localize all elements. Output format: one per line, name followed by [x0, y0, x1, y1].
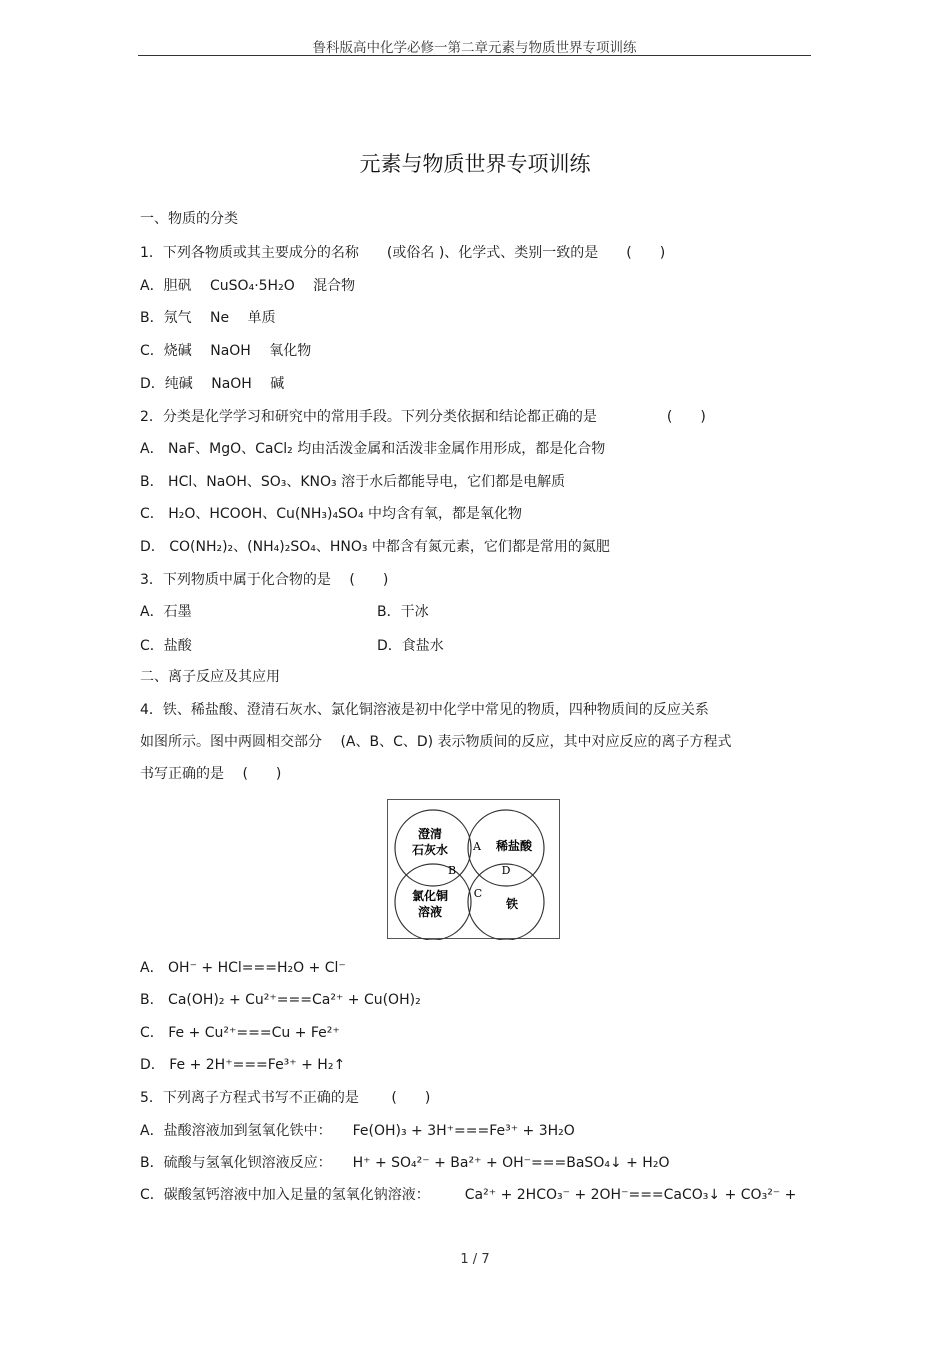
option-a: A．盐酸溶液加到氢氧化铁中： Fe(OH)₃ + 3H⁺===Fe³⁺ + 3H₂O — [140, 1123, 575, 1139]
region-label: D — [501, 864, 511, 877]
option-d: D．食盐水 — [377, 638, 444, 654]
option-a: A．胆矾 CuSO₄·5H₂O 混合物 — [140, 278, 356, 294]
option-b: B． HCl、NaOH、SO₃、KNO₃ 溶于水后都能导电，它们都是电解质 — [140, 474, 566, 490]
question-4-cont: 如图所示。图中两圆相交部分 (A、B、C、D) 表示物质间的反应，其中对应反应的离子方程式 — [140, 734, 732, 750]
option-c: C． H₂O、HCOOH、Cu(NH₃)₄SO₄ 中均含有氧，都是氧化物 — [140, 506, 523, 522]
question-1: 1．下列各物质或其主要成分的名称 (或俗名 )、化学式、类别一致的是 ( ) — [140, 245, 666, 261]
question-4: 4．铁、稀盐酸、澄清石灰水、氯化铜溶液是初中化学中常见的物质，四种物质间的反应关系 — [140, 702, 709, 718]
circle-label: 澄清 — [417, 827, 443, 841]
page-number: 1 / 7 — [460, 1252, 490, 1267]
option-a: A． NaF、MgO、CaCl₂ 均由活泼金属和活泼非金属作用形成，都是化合物 — [140, 441, 606, 457]
page-header: 鲁科版高中化学必修一第二章元素与物质世界专项训练 — [312, 40, 637, 56]
circle-label: 石灰水 — [411, 843, 449, 857]
region-label: A — [473, 840, 481, 853]
option-a: A． OH⁻ + HCl===H₂O + Cl⁻ — [140, 960, 346, 976]
option-d: D． Fe + 2H⁺===Fe³⁺ + H₂↑ — [140, 1057, 346, 1073]
option-c: C．盐酸 — [140, 638, 192, 654]
option-c: C．烧碱 NaOH 氧化物 — [140, 343, 312, 359]
option-d: D． CO(NH₂)₂、(NH₄)₂SO₄、HNO₃ 中都含有氮元素，它们都是常用的氮肥 — [140, 539, 610, 555]
reaction-venn-diagram — [387, 799, 560, 939]
circle-label: 氯化铜 — [411, 889, 449, 903]
circle-label: 铁 — [505, 897, 519, 911]
option-b: B．氖气 Ne 单质 — [140, 310, 276, 326]
header-rule — [138, 55, 811, 56]
option-b: B． Ca(OH)₂ + Cu²⁺===Ca²⁺ + Cu(OH)₂ — [140, 992, 421, 1008]
question-4-cont: 书写正确的是 ( ) — [140, 766, 282, 782]
option-b: B．硫酸与氢氧化钡溶液反应： H⁺ + SO₄²⁻ + Ba²⁺ + OH⁻===BaSO₄↓ + H₂O — [140, 1155, 670, 1171]
question-5: 5．下列离子方程式书写不正确的是 ( ) — [140, 1090, 431, 1106]
question-3: 3．下列物质中属于化合物的是 ( ) — [140, 572, 389, 588]
question-2: 2．分类是化学学习和研究中的常用手段。下列分类依据和结论都正确的是 ( ) — [140, 409, 706, 425]
option-c: C． Fe + Cu²⁺===Cu + Fe²⁺ — [140, 1025, 340, 1041]
section-heading: 二、离子反应及其应用 — [140, 669, 280, 685]
option-b: B．干冰 — [377, 604, 429, 620]
circle-label: 稀盐酸 — [495, 839, 533, 853]
option-a: A．石墨 — [140, 604, 192, 620]
option-d: D．纯碱 NaOH 碱 — [140, 376, 285, 392]
option-c: C．碳酸氢钙溶液中加入足量的氢氧化钠溶液： Ca²⁺ + 2HCO₃⁻ + 2OH⁻===CaCO₃↓ + CO₃²⁻ + — [140, 1187, 797, 1203]
region-label: C — [473, 887, 483, 900]
document-title: 元素与物质世界专项训练 — [359, 152, 591, 176]
circle-label: 溶液 — [417, 905, 443, 919]
section-heading: 一、物质的分类 — [140, 211, 238, 227]
region-label: B — [447, 864, 457, 877]
